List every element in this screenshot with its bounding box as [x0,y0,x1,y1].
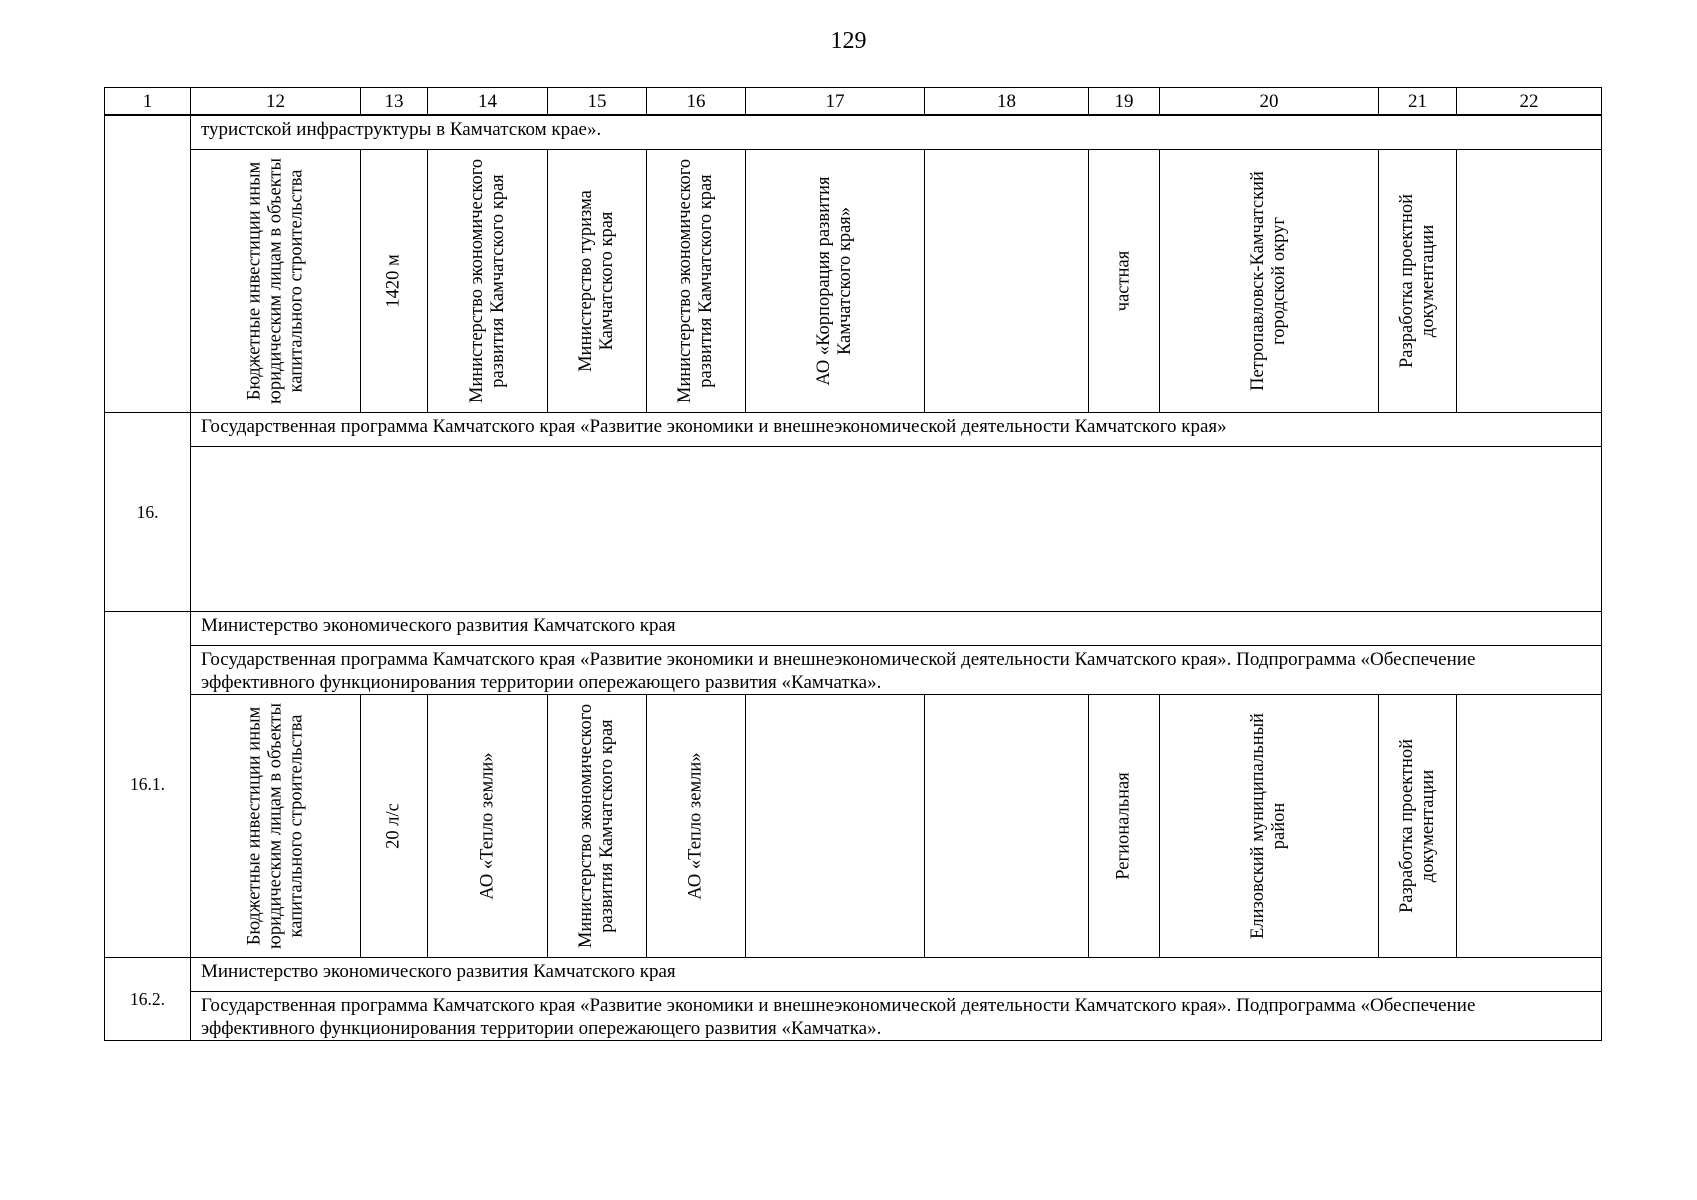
column-header: 1 [105,88,191,116]
cell-text: Министерство туризма Камчатского края [576,190,617,372]
table-cell [647,150,746,413]
table-cell [925,150,1089,413]
cell-text: частная [1113,250,1134,312]
cell-text: АО «Тепло земли» [685,752,706,900]
investment-table [104,87,1602,1041]
empty-cell [191,447,1602,612]
table-cell [191,695,361,958]
table-row [105,958,1602,992]
table-row [105,150,1602,413]
row-number-cell [105,115,191,413]
cell-text: Министерство экономического развития Камчатского края [466,158,508,404]
cell-text: Министерство экономического развития Камчатского края [576,703,617,949]
table-cell [361,150,428,413]
cell-text: Региональная [1113,772,1134,880]
table-row [105,447,1602,612]
table-cell [746,150,925,413]
table-row [105,115,1602,150]
table-cell [428,695,548,958]
column-header: 16 [647,88,746,116]
cell-text: Бюджетные инвестиции иным юридическим лицам в объекты капитального строительства [244,703,306,949]
column-header: 18 [925,88,1089,116]
column-header-row [105,88,1602,116]
page-number: 129 [830,28,867,54]
table-row [105,646,1602,695]
table-cell [1379,150,1457,413]
program-cell: Государственная программа Камчатского края «Развитие экономики и внешнеэкономической деятельности Камчатского края» [191,413,1602,447]
table-cell [548,150,647,413]
table-cell [647,695,746,958]
column-header: 14 [428,88,548,116]
cell-text: 20 л/с [383,803,404,849]
row-number-cell: 16.1. [105,612,191,958]
table-cell [1457,695,1602,958]
cell-text: 1420 м [383,254,404,308]
column-header: 13 [361,88,428,116]
table-cell [1160,695,1379,958]
cell-text: Елизовский муниципальный район [1248,713,1289,939]
cell-text: АО «Корпорация развития Камчатского края» [814,176,855,386]
table-row [105,695,1602,958]
program-cell: Государственная программа Камчатского края «Развитие экономики и внешнеэкономической деятельности Камчатского края». Подпрограмма «Обеспечение эффективного функционирования территории опережающего развития «Камчатка». [191,646,1602,695]
table-cell [1089,695,1160,958]
cell-text: АО «Тепло земли» [477,752,497,900]
table-cell [1457,150,1602,413]
table-row [105,992,1602,1041]
table-cell [746,695,925,958]
table-cell [361,695,428,958]
column-header: 22 [1457,88,1602,116]
program-cell: Государственная программа Камчатского края «Развитие экономики и внешнеэкономической деятельности Камчатского края». Подпрограмма «Обеспечение эффективного функционирования территории опережающего развития «Камчатка». [191,992,1602,1041]
table-cell [191,150,361,413]
table-cell [548,695,647,958]
column-header: 15 [548,88,647,116]
column-header: 19 [1089,88,1160,116]
table-cell [925,695,1089,958]
table-cell [428,150,548,413]
column-header: 21 [1379,88,1457,116]
cell-text: Министерство экономического развития Камчатского края [675,158,716,404]
table-cell [1160,150,1379,413]
row-number-cell: 16.2. [105,958,191,1041]
cell-text: Разработка проектной документации [1396,738,1438,914]
table-cell [1089,150,1160,413]
continued-text-cell: туристской инфраструктуры в Камчатском крае». [191,115,1602,150]
table-row [105,413,1602,447]
table-cell [1379,695,1457,958]
ministry-cell: Министерство экономического развития Камчатского края [191,612,1602,646]
column-header: 17 [746,88,925,116]
table-row [105,612,1602,646]
cell-text: Петропавловск-Камчатский городской округ [1248,171,1289,391]
row-number-cell: 16. [105,413,191,612]
ministry-cell: Министерство экономического развития Камчатского края [191,958,1602,992]
cell-text: Разработка проектной документации [1396,193,1438,369]
column-header: 12 [191,88,361,116]
column-header: 20 [1160,88,1379,116]
cell-text: Бюджетные инвестиции иным юридическим лицам в объекты капитального строительства [244,158,306,404]
